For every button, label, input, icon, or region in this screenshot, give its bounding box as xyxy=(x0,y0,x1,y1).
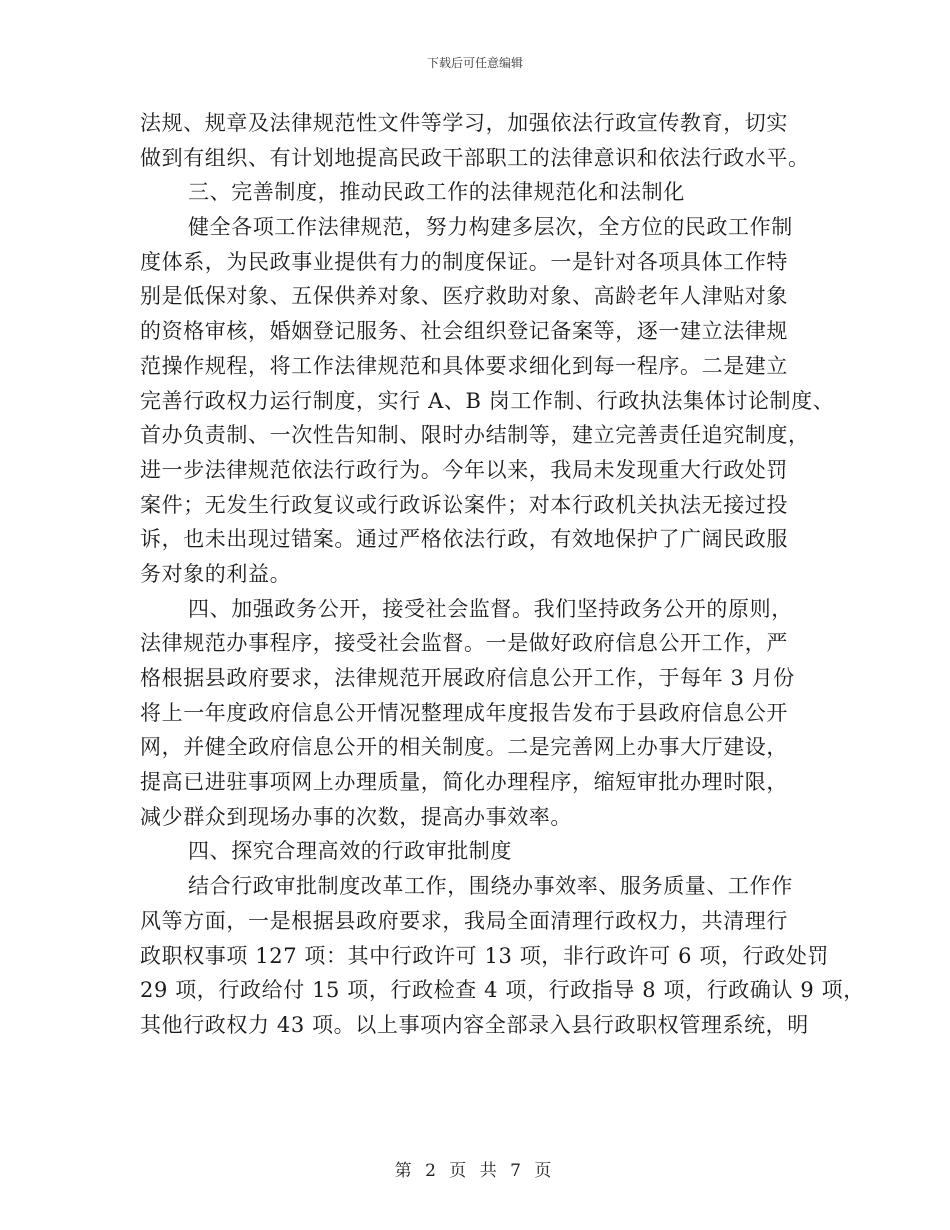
page-header: 下载后可任意编辑 xyxy=(426,56,523,70)
text-line: 结合行政审批制度改革工作，围绕办事效率、服务质量、工作作 xyxy=(188,874,793,899)
text-line: 首办负责制、一次性告知制、限时办结制等，建立完善责任追究制度， xyxy=(140,423,810,448)
text-line: 29 项，行政给付 15 项，行政检查 4 项，行政指导 8 项，行政确认 9 项， xyxy=(140,978,865,1003)
text-line: 格根据县政府要求，法律规范开展政府信息公开工作，于每年 3 月份 xyxy=(140,666,795,690)
text-line: 范操作规程，将工作法律规范和具体要求细化到每一程序。二是建立 xyxy=(140,353,788,378)
text-line: 法律规范办事程序，接受社会监督。一是做好政府信息公开工作，严 xyxy=(140,631,788,656)
text-line: 诉，也未出现过错案。通过严格依法行政，有效地保护了广阔民政服 xyxy=(140,527,788,552)
page-footer: 第 2 页 共 7 页 xyxy=(394,1161,556,1181)
text-line: 其他行政权力 43 项。以上事项内容全部录入县行政职权管理系统，明 xyxy=(140,1012,809,1037)
text-line: 政职权事项 127 项：其中行政许可 13 项，非行政许可 6 项，行政处罚 xyxy=(140,943,830,968)
text-line: 四、加强政务公开，接受社会监督。我们坚持政务公开的原则， xyxy=(188,596,793,621)
text-line: 案件；无发生行政复议或行政诉讼案件；对本行政机关执法无接过投 xyxy=(140,492,788,517)
text-line: 度体系，为民政事业提供有力的制度保证。一是针对各项具体工作特 xyxy=(140,249,788,274)
document-body xyxy=(140,106,865,1043)
text-line: 做到有组织、有计划地提高民政干部职工的法律意识和依法行政水平。 xyxy=(140,145,810,170)
text-line: 进一步法律规范依法行政行为。今年以来，我局未发现重大行政处罚 xyxy=(140,457,788,482)
text-line: 提高已进驻事项网上办理质量，简化办理程序，缩短审批办理时限， xyxy=(140,770,788,795)
text-line: 的资格审核，婚姻登记服务、社会组织登记备案等，逐一建立法律规 xyxy=(140,319,788,344)
text-line: 完善行政权力运行制度，实行 A、B 岗工作制、行政执法集体讨论制度、 xyxy=(140,388,835,413)
text-line: 别是低保对象、五保供养对象、医疗救助对象、高龄老年人津贴对象 xyxy=(140,284,788,309)
text-line: 风等方面，一是根据县政府要求，我局全面清理行政权力，共清理行 xyxy=(140,908,788,933)
text-line: 健全各项工作法律规范，努力构建多层次，全方位的民政工作制 xyxy=(188,215,793,240)
text-line: 法规、规章及法律规范性文件等学习，加强依法行政宣传教育，切实 xyxy=(140,111,788,135)
text-line: 务对象的利益。 xyxy=(140,561,292,586)
text-line: 将上一年度政府信息公开情况整理成年度报告发布于县政府信息公开 xyxy=(140,700,788,725)
text-line: 三、完善制度，推动民政工作的法律规范化和法制化 xyxy=(188,180,685,205)
text-line: 四、探究合理高效的行政审批制度 xyxy=(188,839,512,864)
text-line: 减少群众到现场办事的次数，提高办事效率。 xyxy=(140,804,572,829)
text-line: 网，并健全政府信息公开的相关制度。二是完善网上办事大厅建设， xyxy=(140,735,788,760)
